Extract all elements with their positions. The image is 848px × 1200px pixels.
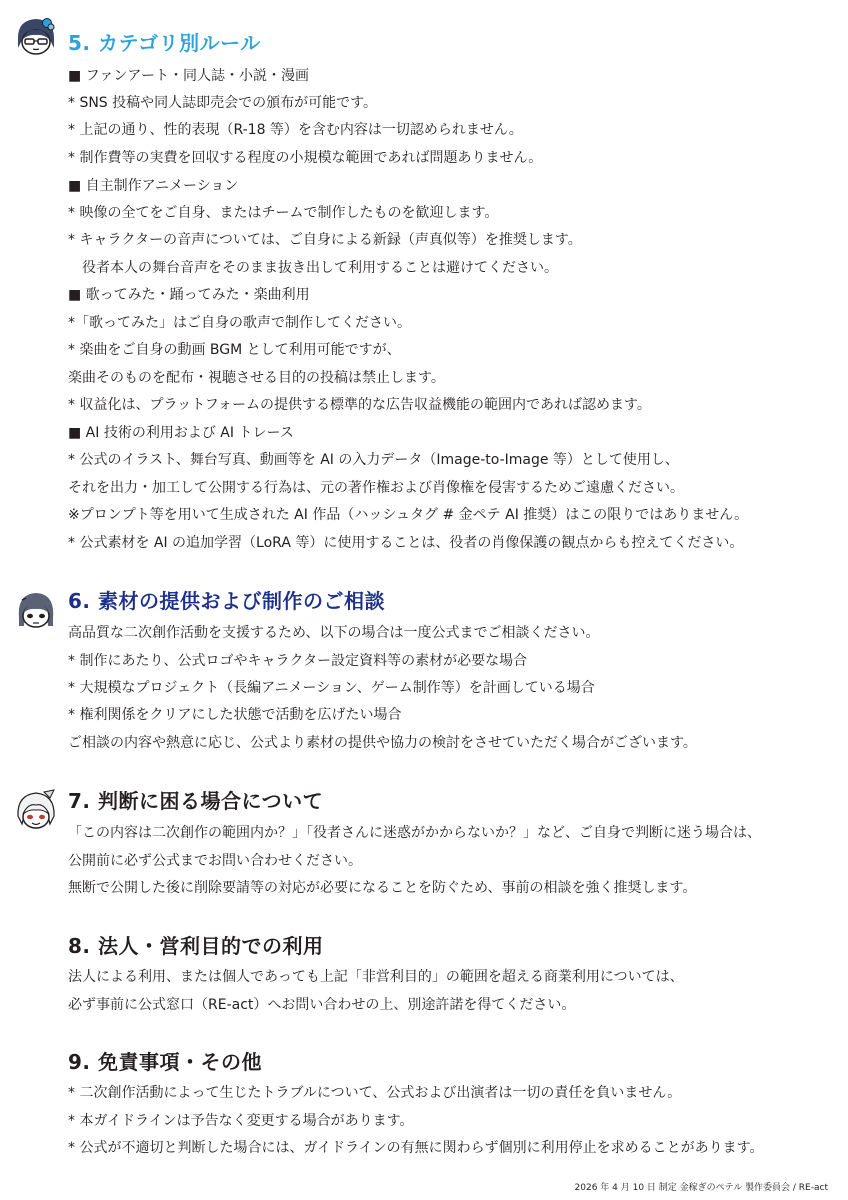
avatar-white-hair-icon: [14, 788, 58, 832]
s6-line: * 大規模なプロジェクト（長編アニメーション、ゲーム制作等）を計画している場合: [68, 680, 595, 696]
s8-line: 法人による利用、または個人であっても上記「非営利目的」の範囲を超える商業利用については、: [68, 969, 684, 985]
s5-line: * 収益化は、プラットフォームの提供する標準的な広告収益機能の範囲内であれば認めます。: [68, 397, 651, 413]
s5-line: ■ 歌ってみた・踊ってみた・楽曲利用: [68, 287, 310, 303]
s5-line: 役者本人の舞台音声をそのまま抜き出して利用することは避けてください。: [68, 260, 558, 276]
s5-line: *「歌ってみた」はご自身の歌声で制作してください。: [68, 315, 411, 331]
s5-line: * 映像の全てをご自身、またはチームで制作したものを歓迎します。: [68, 205, 499, 221]
s5-line: 楽曲そのものを配布・視聴させる目的の投稿は禁止します。: [68, 370, 445, 386]
s5-line: * 公式素材を AI の追加学習（LoRA 等）に使用することは、役者の肖像保護の観点からも控えてください。: [68, 535, 744, 551]
s9-line: * 公式が不適切と判断した場合には、ガイドラインの有無に関わらず個別に利用停止を求めることがあります。: [68, 1140, 764, 1156]
s5-line: * キャラクターの音声については、ご自身による新録（声真似等）を推奨します。: [68, 232, 582, 248]
section-6-heading: 6. 素材の提供および制作のご相談: [68, 589, 385, 613]
s8-line: 必ず事前に公式窓口（RE-act）へお問い合わせの上、別途許諾を得てください。: [68, 997, 576, 1013]
s5-line: * SNS 投稿や同人誌即売会での頒布が可能です。: [68, 95, 378, 111]
s5-line: * 楽曲をご自身の動画 BGM として利用可能ですが、: [68, 342, 401, 358]
s6-line: ご相談の内容や熱意に応じ、公式より素材の提供や協力の検討をさせていただく場合がございます。: [68, 735, 697, 751]
s6-line: * 制作にあたり、公式ロゴやキャラクター設定資料等の素材が必要な場合: [68, 653, 528, 669]
avatar-grey-hair-icon: [14, 588, 58, 632]
s5-line: ■ 自主制作アニメーション: [68, 178, 239, 194]
footer-credit: 2026 年 4 月 10 日 制定 金稼ぎのペテル 製作委員会 / RE-act: [574, 1183, 828, 1193]
s5-line: * 制作費等の実費を回収する程度の小規模な範囲であれば問題ありません。: [68, 150, 543, 166]
s7-line: 公開前に必ず公式までお問い合わせください。: [68, 853, 362, 869]
section-7-heading: 7. 判断に困る場合について: [68, 789, 324, 813]
avatar-blue-hair-icon: [14, 14, 58, 58]
s5-line: ■ ファンアート・同人誌・小説・漫画: [68, 68, 309, 84]
section-8-heading: 8. 法人・営利目的での利用: [68, 934, 324, 958]
s7-line: 無断で公開した後に削除要請等の対応が必要になることを防ぐため、事前の相談を強く推奨します。: [68, 880, 697, 896]
s5-line: ■ AI 技術の利用および AI トレース: [68, 425, 294, 441]
s5-line: * 上記の通り、性的表現（R-18 等）を含む内容は一切認められません。: [68, 122, 523, 138]
s5-line: それを出力・加工して公開する行為は、元の著作権および肖像権を侵害するためご遠慮ください。: [68, 480, 684, 496]
s6-line: 高品質な二次創作活動を支援するため、以下の場合は一度公式までご相談ください。: [68, 625, 600, 641]
section-9-heading: 9. 免責事項・その他: [68, 1050, 262, 1074]
s6-line: * 権利関係をクリアにした状態で活動を広げたい場合: [68, 707, 402, 723]
s7-line: 「この内容は二次創作の範囲内か？」「役者さんに迷惑がかからないか？」など、ご自身で判断に迷う場合は、: [68, 825, 761, 841]
s9-line: * 二次創作活動によって生じたトラブルについて、公式および出演者は一切の責任を負いません。: [68, 1085, 682, 1101]
s5-line: * 公式のイラスト、舞台写真、動画等を AI の入力データ（Image-to-Image 等）として使用し、: [68, 452, 679, 468]
section-5-heading: 5. カテゴリ別ルール: [68, 31, 261, 55]
s5-line: ※プロンプト等を用いて生成された AI 作品（ハッシュタグ # 金ペテ AI 推奨）はこの限りではありません。: [68, 507, 749, 523]
s9-line: * 本ガイドラインは予告なく変更する場合があります。: [68, 1113, 414, 1129]
